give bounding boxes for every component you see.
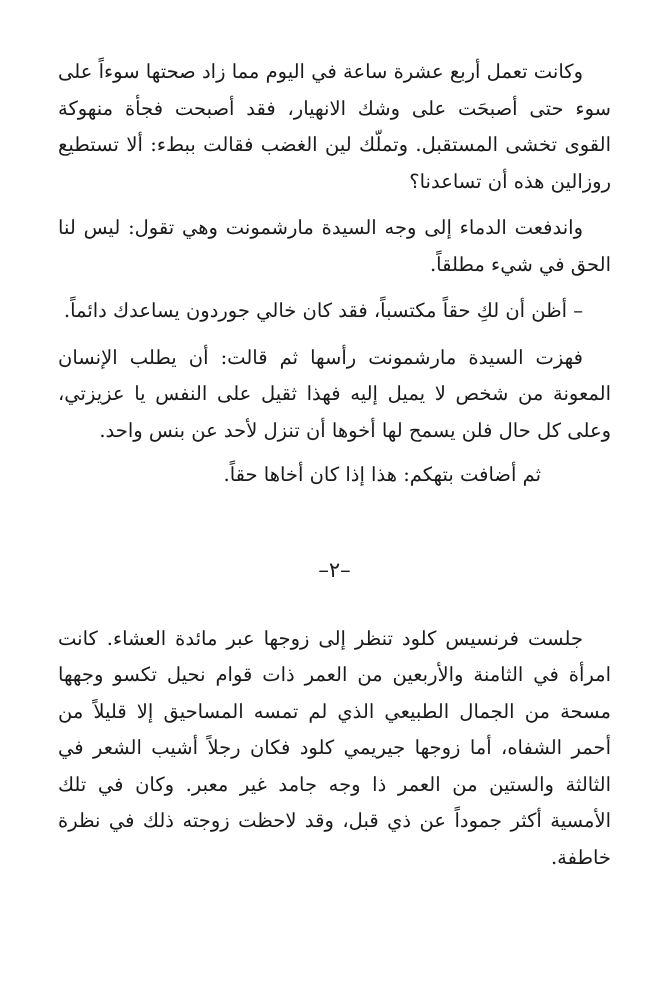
paragraph-6: جلست فرنسيس كلود تنظر إلى زوجها عبر مائدة العشاء. كانت امرأة في الثامنة والأربعين من العمر ذات قوام نحيل تكسو وجهها مسحة من الجمال الطبيعي الذي لم تمسه المساحيق إلا قليلاً من أحمر الشفاه، أما زوجها جيريمي كلود فكان رجلاً أشيب الشعر في الثالثة والستين من العمر ذا وجه جامد غير معبر. وكان في تلك الأمسية أكثر جموداً عن ذي قبل، وقد لاحظت زوجته ذلك في نظرة خاطفة. — [58, 626, 611, 869]
page-body — [58, 54, 611, 876]
paragraph-3: – أظن أن لكِ حقاً مكتسباً، فقد كان خالي جوردون يساعدك دائماً. — [63, 299, 583, 322]
paragraph-5: ثم أضافت بتهكم: هذا إذا كان أخاها حقاً. — [223, 463, 541, 486]
paragraph-4: فهزت السيدة مارشمونت رأسها ثم قالت: أن يطلب الإنسان المعونة من شخص لا يميل إليه فهذا ثقيل على النفس يا عزيزتي، وعلى كل حال فلن يسمح لها أخوها أن تنزل لأحد عن بنس واحد. — [58, 345, 611, 442]
paragraph-1: وكانت تعمل أربع عشرة ساعة في اليوم مما زاد صحتها سوءاً على سوء حتى أصبحَت على وشك الانهيار، فقد أصبحت فجأة منهوكة القوى تخشى المستقبل. وتملّك لين الغضب فقالت ببطء: ألا تستطيع روزالين هذه أن تساعدنا؟ — [58, 60, 611, 193]
section-number: –٢– — [318, 557, 351, 582]
paragraph-2: واندفعت الدماء إلى وجه السيدة مارشمونت وهي تقول: ليس لنا الحق في شيء مطلقاً. — [58, 216, 611, 276]
